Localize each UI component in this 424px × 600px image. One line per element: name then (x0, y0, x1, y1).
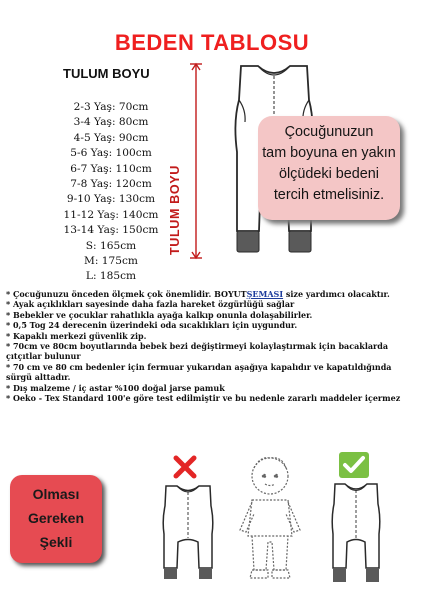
size-row: 6-7 Yaş: 110cm (70, 162, 152, 175)
correct-size-sleepsuit (320, 478, 392, 588)
callout-line: tercih etmelisiniz. (273, 187, 385, 203)
note-item: * Oeko - Tex Standard 100'e göre test edilmiştir ve bu nedenle zararlı maddeler içermez (6, 393, 401, 404)
page-title: BEDEN TABLOSU (114, 30, 310, 55)
size-row: 2-3 Yaş: 70cm (73, 101, 149, 113)
product-notes (6, 289, 420, 403)
size-row: 4-5 Yaş: 90cm (73, 131, 149, 144)
note-item: * 70 cm ve 80 cm bedenler için fermuar yukarıdan aşağıya kapalıdır ve kapatıldığında sürgü alttadır. (6, 361, 392, 383)
badge-line: Olması (32, 486, 80, 502)
size-chart-link[interactable]: ŞEMASI (246, 289, 284, 299)
size-row: 3-4 Yaş: 80cm (73, 116, 149, 129)
wrong-size-sleepsuit (150, 480, 226, 582)
size-row: 11-12 Yaş: 140cm (63, 208, 159, 221)
callout-line: ölçüdeki bedeni (278, 166, 379, 182)
size-row: L: 185cm (85, 270, 137, 283)
size-row: 7-8 Yaş: 120cm (70, 178, 152, 191)
height-measure-line (188, 60, 204, 262)
note-item: * Dış malzeme / iç astar %100 doğal jarse pamuk (6, 382, 225, 393)
badge-line: Gereken (27, 510, 85, 526)
child-figure (230, 452, 310, 586)
note-item: * 70cm ve 80cm boyutlarında bebek bezi değiştirmeyi kolaylaştırmak için bacaklarda çıtçıtlar bulunur (6, 341, 389, 362)
callout-line: Çocuğunuzun (284, 124, 374, 140)
size-row: S: 165cm (85, 239, 137, 252)
size-advice-callout (258, 116, 400, 220)
height-measure-label: TULUM BOYU (168, 165, 182, 255)
size-row: 5-6 Yaş: 100cm (70, 147, 152, 160)
badge-line: Şekli (39, 534, 73, 550)
note-item: * Bebekler ve çocuklar rahatlıkla ayağa kalkıp onunla dolaşabilirler. (6, 309, 313, 320)
check-mark-icon (339, 452, 369, 478)
size-row: M: 175cm (84, 255, 138, 268)
cross-mark-icon (172, 454, 198, 480)
note-item: * Ayak açıklıkları sayesinde daha fazla hareket özgürlüğü sağlar (6, 299, 295, 310)
size-row: 13-14 Yaş: 150cm (63, 224, 159, 237)
size-row: 9-10 Yaş: 130cm (66, 193, 156, 206)
size-table-subtitle: TULUM BOYU (63, 66, 150, 81)
note-item: * Çocuğunuzu önceden ölçmek çok önemlidir. BOYUTŞEMASI size yardımcı olacaktır. (6, 289, 390, 299)
correct-fit-badge (10, 475, 102, 563)
size-list (56, 100, 166, 285)
note-item: * 0,5 Tog 24 derecenin üzerindeki oda sıcaklıkları için uygundur. (6, 320, 298, 331)
note-item: * Kapaklı merkezi güvenlik zip. (6, 330, 147, 341)
callout-line: tam boyuna en yakın (262, 145, 396, 161)
